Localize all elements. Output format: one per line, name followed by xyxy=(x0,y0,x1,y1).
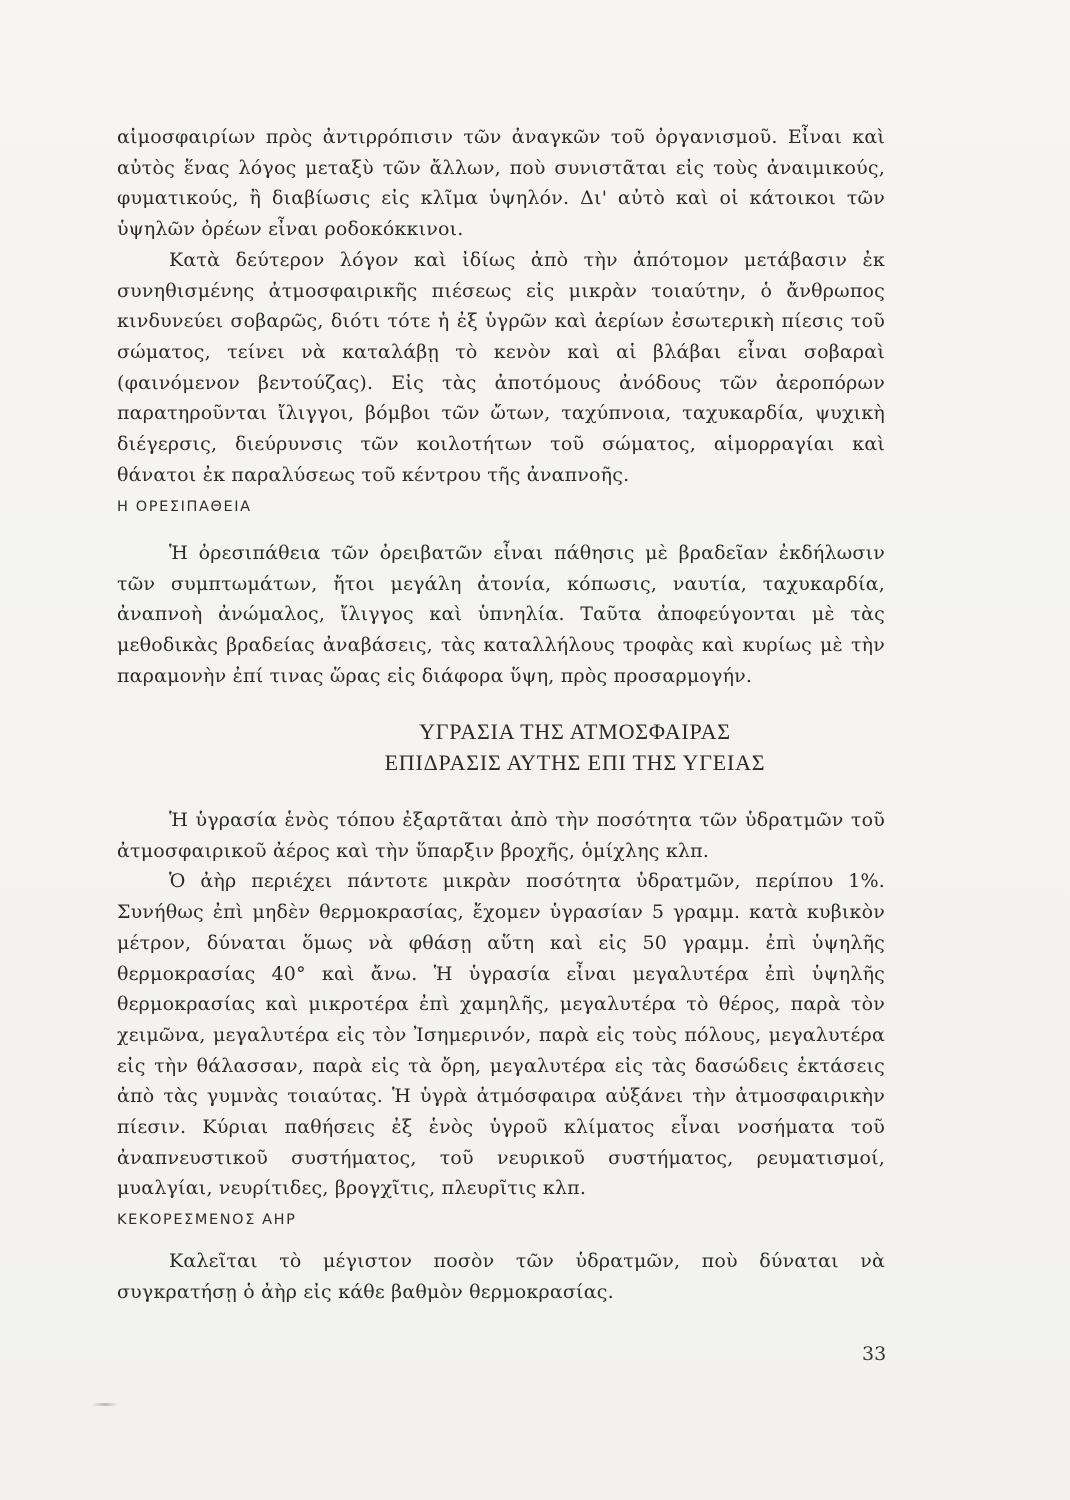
paragraph-oresipatheia: Ἡ ὀρεσιπάθεια τῶν ὀρειβατῶν εἶναι πάθησις μὲ βραδεῖαν ἐκδήλωσιν τῶν συμπτωμάτων, ἤτοι μεγάλη ἀτονία, κόπωσις, ναυτία, ταχυκαρδία, ἀναπνοὴ ἀνώμαλος, ἴλιγγος καὶ ὑπνηλία. Ταῦτα ἀποφεύγονται μὲ τὰς μεθοδικὰς βραδείας ἀναβάσεις, τὰς καταλλήλους τροφὰς καὶ κυρίως μὲ τὴν παραμονὴν ἐπί τινας ὥρας εἰς διάφορα ὕψη, πρὸς προσαρμογήν. xyxy=(117,542,885,687)
section-title-line-1: ΥΓΡΑΣΙΑ ΤΗΣ ΑΤΜΟΣΦΑΙΡΑΣ xyxy=(419,719,731,744)
paragraph-humidity-2: Ὁ ἀὴρ περιέχει πάντοτε μικρὰν ποσότητα ὑδρατμῶν, περίπου 1%. Συνήθως ἐπὶ μηδὲν θερμοκρασίας, ἔχομεν ὑγρασίαν 5 γραμμ. κατὰ κυβικὸν μέτρον, δύναται ὅμως νὰ φθάσῃ αὕτη καὶ εἰς 50 γραμμ. ἐπὶ ὑψηλῆς θερμοκρασίας 40° καὶ ἄνω. Ἡ ὑγρασία εἶναι μεγαλυτέρα ἐπὶ ὑψηλῆς θερμοκρασίας καὶ μικροτέρα ἐπὶ χαμηλῆς, μεγαλυτέρα τὸ θέρος, παρὰ τὸν χειμῶνα, μεγαλυτέρα εἰς τὸν Ἰσημερινόν, παρὰ εἰς τοὺς πόλους, μεγαλυτέρα εἰς τὴν θάλασσαν, παρὰ εἰς τὰ ὄρη, μεγαλυτέρα εἰς τὰς δασώδεις ἐκτάσεις ἀπὸ τὰς γυμνὰς τοιαύτας. Ἡ ὑγρὰ ἀτμόσφαιρα αὐξάνει τὴν ἀτμοσφαιρικὴν πίεσιν. Κύριαι παθήσεις ἐξ ἑνὸς ὑγροῦ κλίματος εἶναι νοσήματα τοῦ ἀναπνευστικοῦ συστήματος, τοῦ νευρικοῦ συστήματος, ρευματισμοί, μυαλγίαι, νευρίτιδες, βρογχῖτις, πλευρῖτις κλπ. xyxy=(117,870,885,1200)
section-title-line-2: ΕΠΙΔΡΑΣΙΣ ΑΥΤΗΣ ΕΠΙ ΤΗΣ ΥΓΕΙΑΣ xyxy=(384,750,766,775)
heading-oresipatheia: Η ΟΡΕΣΙΠΑΘΕΙΑ xyxy=(117,499,252,515)
paragraph-second-reason: Κατὰ δεύτερον λόγον καὶ ἰδίως ἀπὸ τὴν ἀπότομον μετάβασιν ἐκ συνηθισμένης ἀτμοσφαιρικῆς πιέσεως εἰς μικρὰν τοιαύτην, ὁ ἄνθρωπος κινδυνεύει σοβαρῶς, διότι τότε ἡ ἐξ ὑγρῶν καὶ ἀερίων ἐσωτερικὴ πίεσις τοῦ σώματος, τείνει νὰ καταλάβῃ τὸ κενὸν καὶ αἱ βλάβαι εἶναι σοβαραὶ (φαινόμενον βεντούζας). Εἰς τὰς ἀποτόμους ἀνόδους τῶν ἀεροπόρων παρατηροῦνται ἴλιγγοι, βόμβοι τῶν ὤτων, ταχύπνοια, ταχυκαρδία, ψυχικὴ διέγερσις, διεύρυνσις τῶν κοιλοτήτων τοῦ σώματος, αἱμορραγίαι καὶ θάνατοι ἐκ παραλύσεως τοῦ κέντρου τῆς ἀναπνοῆς. xyxy=(117,248,885,486)
paragraph-humidity-1: Ἡ ὑγρασία ἑνὸς τόπου ἐξαρτᾶται ἀπὸ τὴν ποσότητα τῶν ὑδρατμῶν τοῦ ἀτμοσφαιρικοῦ ἀέρος καὶ τὴν ὕπαρξιν βροχῆς, ὁμίχλης κλπ. xyxy=(117,809,885,862)
heading-saturated-air: ΚΕΚΟΡΕΣΜΕΝΟΣ ΑΗΡ xyxy=(117,1212,297,1228)
text-block-humidity xyxy=(117,805,885,1204)
section-title xyxy=(0,716,1070,778)
ink-smudge xyxy=(92,1403,118,1406)
page-number: 33 xyxy=(862,1343,887,1365)
text-block-top xyxy=(117,122,885,490)
paragraph-saturated-air: Καλεῖται τὸ μέγιστον ποσὸν τῶν ὑδρατμῶν, ποὺ δύναται νὰ συγκρατήσῃ ὁ ἀὴρ εἰς κάθε βαθμὸν θερμοκρασίας. xyxy=(117,1250,885,1303)
paragraph-continued: αἱμοσφαιρίων πρὸς ἀντιρρόπισιν τῶν ἀναγκῶν τοῦ ὀργανισμοῦ. Εἶναι καὶ αὐτὸς ἕνας λόγος μεταξὺ τῶν ἄλλων, ποὺ συνιστᾶται εἰς τοὺς ἀναιμικούς, φυματικούς, ἢ διαβίωσις εἰς κλῖμα ὑψηλόν. Δι' αὐτὸ καὶ οἱ κάτοικοι τῶν ὑψηλῶν ὀρέων εἶναι ροδοκόκκινοι. xyxy=(117,126,885,241)
